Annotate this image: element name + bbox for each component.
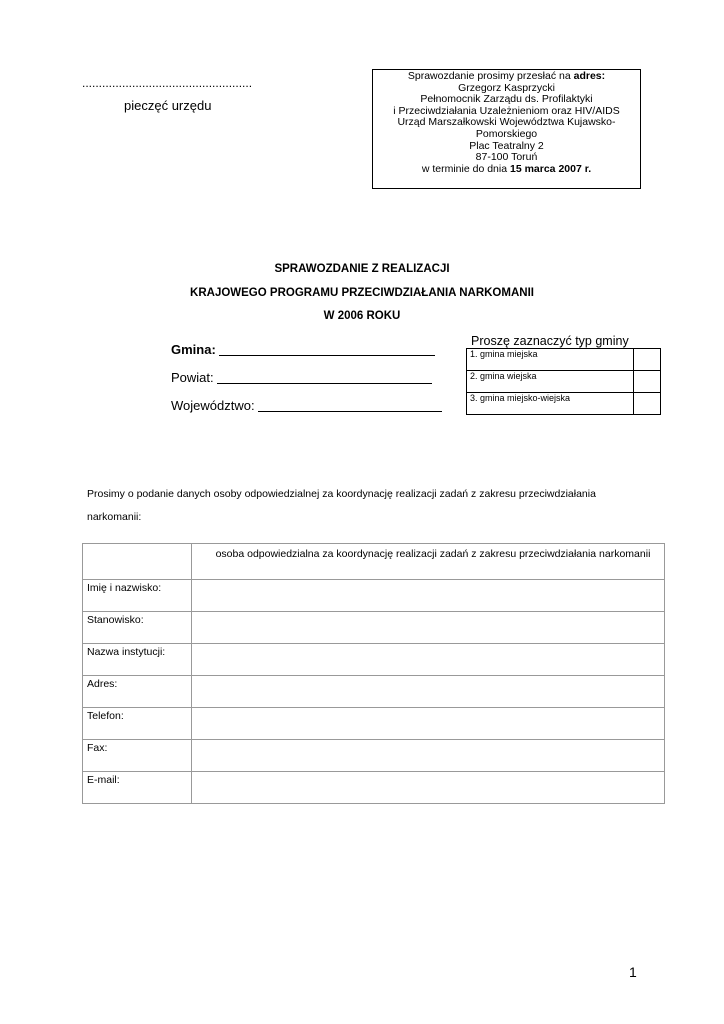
report-title-line-1: SPRAWOZDANIE Z REALIZACJI (274, 263, 450, 275)
stamp-label: pieczęć urzędu (124, 98, 212, 113)
institution-input-cell[interactable] (192, 644, 665, 676)
gmina-type-label: Proszę zaznaczyć typ gminy (471, 334, 629, 348)
address-input-cell[interactable] (192, 676, 665, 708)
address-line: i Przeciwdziałania Uzależnieniom oraz HIV/AIDS (393, 104, 620, 117)
fax-label: Fax: (83, 740, 192, 772)
gmina-type-row (467, 349, 661, 371)
address-line: 87-100 Toruń (475, 151, 538, 164)
address-line: Pełnomocnik Zarządu ds. Profilaktyki (420, 93, 593, 106)
gmina-type-option: 1. gmina miejska (467, 349, 634, 371)
contact-table-header: osoba odpowiedzialna za koordynację realizacji zadań z zakresu przeciwdziałania narkomanii (192, 544, 665, 580)
address-intro-text: Sprawozdanie prosimy przesłać na (407, 70, 574, 82)
gmina-type-checkbox[interactable] (634, 393, 661, 415)
email-input-cell[interactable] (192, 772, 665, 804)
institution-label: Nazwa instytucji: (83, 644, 192, 676)
request-text-line-2: narkomanii: (87, 511, 142, 523)
gmina-type-option: 2. gmina wiejska (467, 371, 634, 393)
address-line: Plac Teatralny 2 (469, 139, 544, 152)
deadline-date: 15 marca 2007 r. (509, 162, 592, 175)
gmina-type-option: 3. gmina miejsko-wiejska (467, 393, 634, 415)
wojewodztwo-input-line[interactable] (258, 411, 442, 412)
address-deadline (373, 164, 640, 176)
name-label: Imię i nazwisko: (83, 580, 192, 612)
table-row (83, 740, 665, 772)
address-intro (373, 71, 640, 83)
request-text-line-1: Prosimy o podanie danych osoby odpowiedzialnej za koordynację realizacji zadań z zakresu przeciwdziałania (87, 488, 596, 500)
powiat-label: Powiat: (171, 370, 214, 385)
name-input-cell[interactable] (192, 580, 665, 612)
gmina-type-checkbox[interactable] (634, 371, 661, 393)
contact-person-table (82, 543, 665, 804)
table-row (83, 644, 665, 676)
gmina-field (171, 342, 435, 357)
table-row (83, 676, 665, 708)
position-input-cell[interactable] (192, 612, 665, 644)
phone-input-cell[interactable] (192, 708, 665, 740)
table-row (83, 708, 665, 740)
address-line: Grzegorz Kasprzycki (458, 81, 555, 94)
stamp-signature-line: ................................................... (82, 76, 253, 90)
address-box (372, 69, 641, 189)
position-label: Stanowisko: (83, 612, 192, 644)
contact-table-header-row (83, 544, 665, 580)
gmina-type-row (467, 371, 661, 393)
email-label: E-mail: (83, 772, 192, 804)
gmina-input-line[interactable] (219, 355, 435, 356)
fax-input-cell[interactable] (192, 740, 665, 772)
gmina-label: Gmina: (171, 342, 216, 357)
gmina-type-table (466, 348, 661, 415)
page-number: 1 (629, 964, 637, 980)
powiat-input-line[interactable] (217, 383, 432, 384)
contact-table-corner-cell (83, 544, 192, 580)
table-row (83, 612, 665, 644)
wojewodztwo-field (171, 398, 442, 413)
address-intro-bold: adres: (573, 70, 606, 82)
report-title-line-2: KRAJOWEGO PROGRAMU PRZECIWDZIAŁANIA NARKOMANII (190, 287, 534, 299)
table-row (83, 580, 665, 612)
deadline-text: w terminie do dnia (421, 162, 510, 175)
address-line: Pomorskiego (475, 127, 538, 140)
address-line: Urząd Marszałkowski Województwa Kujawsko- (397, 116, 616, 129)
wojewodztwo-label: Województwo: (171, 398, 255, 413)
report-title-line-3: W 2006 ROKU (323, 310, 401, 322)
powiat-field (171, 370, 432, 385)
address-label: Adres: (83, 676, 192, 708)
gmina-type-row (467, 393, 661, 415)
phone-label: Telefon: (83, 708, 192, 740)
table-row (83, 772, 665, 804)
gmina-type-checkbox[interactable] (634, 349, 661, 371)
